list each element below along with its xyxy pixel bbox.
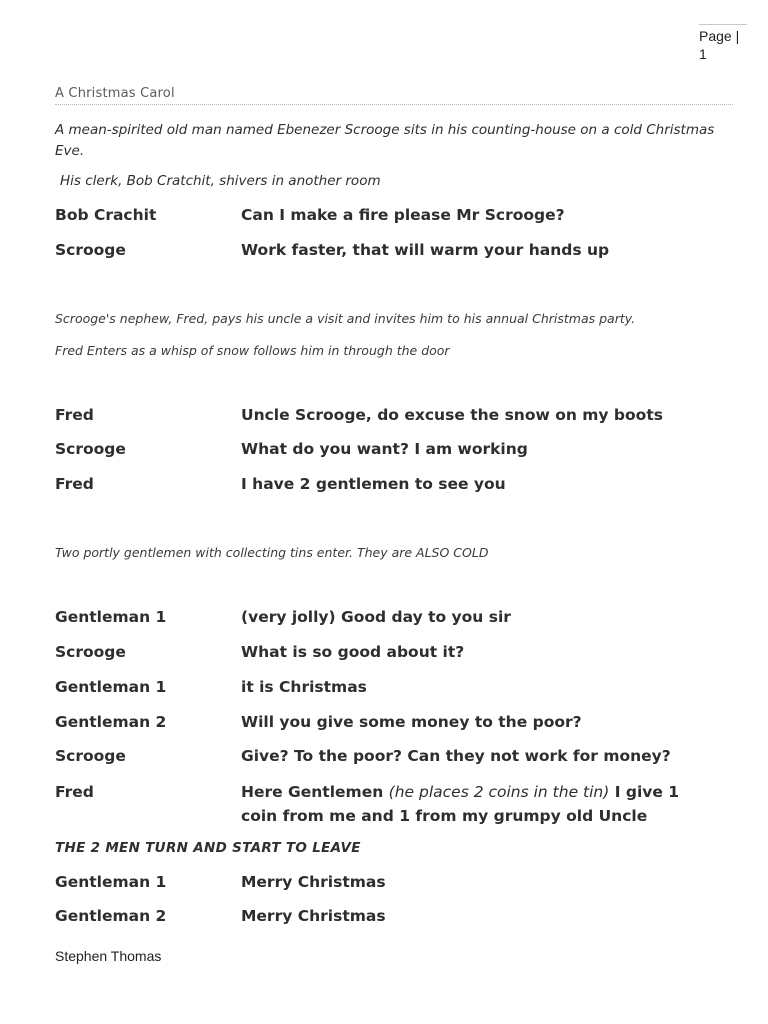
dialogue-line-part: I give 1 coin from me and 1 from my grumpy old Uncle <box>241 783 680 825</box>
dialogue-line-part: Here Gentlemen <box>241 783 384 801</box>
document-title: A Christmas Carol <box>55 86 175 101</box>
page-number-block <box>699 27 751 63</box>
stage-direction-1: A mean-spirited old man named Ebenezer Scrooge sits in his counting-house on a cold Christmas Eve. <box>55 122 715 159</box>
dialogue-aside: (he places 2 coins in the tin) <box>388 783 610 801</box>
speaker-name: Scrooge <box>55 241 126 259</box>
speaker-name: Gentleman 1 <box>55 608 167 626</box>
speaker-name: Gentleman 2 <box>55 713 167 731</box>
title-divider <box>55 104 733 105</box>
stage-direction-4: Fred Enters as a whisp of snow follows him in through the door <box>55 343 450 358</box>
dialogue-line: (very jolly) Good day to you sir <box>241 608 511 626</box>
dialogue-line: What is so good about it? <box>241 643 465 661</box>
stage-direction-6: THE 2 MEN TURN AND START TO LEAVE <box>55 840 361 856</box>
dialogue-line: Merry Christmas <box>241 873 386 891</box>
speaker-name: Scrooge <box>55 643 126 661</box>
footer-author: Stephen Thomas <box>55 948 162 964</box>
dialogue-line: Merry Christmas <box>241 907 386 925</box>
speaker-name: Gentleman 1 <box>55 678 167 696</box>
speaker-name: Scrooge <box>55 747 126 765</box>
stage-direction-2: His clerk, Bob Cratchit, shivers in another room <box>60 173 381 189</box>
speaker-name: Fred <box>55 475 94 493</box>
speaker-name: Fred <box>55 783 94 801</box>
dialogue-line: Work faster, that will warm your hands up <box>241 241 610 259</box>
dialogue-line: Uncle Scrooge, do excuse the snow on my boots <box>241 406 663 424</box>
dialogue-line: it is Christmas <box>241 678 367 696</box>
stage-direction-5: Two portly gentlemen with collecting tins enter. They are ALSO COLD <box>55 545 489 560</box>
dialogue-line: I have 2 gentlemen to see you <box>241 475 506 493</box>
stage-direction-3: Scrooge's nephew, Fred, pays his uncle a visit and invites him to his annual Christmas party. <box>55 311 636 326</box>
speaker-name: Fred <box>55 406 94 424</box>
dialogue-line: Will you give some money to the poor? <box>241 713 582 731</box>
dialogue-line: Can I make a fire please Mr Scrooge? <box>241 206 565 224</box>
header-rule <box>699 24 747 25</box>
dialogue-line <box>241 780 711 828</box>
speaker-name: Gentleman 2 <box>55 907 167 925</box>
page-label: Page | <box>699 28 740 44</box>
page-number: 1 <box>699 46 707 62</box>
speaker-name: Gentleman 1 <box>55 873 167 891</box>
dialogue-line: Give? To the poor? Can they not work for money? <box>241 747 671 765</box>
dialogue-line: What do you want? I am working <box>241 440 528 458</box>
speaker-name: Scrooge <box>55 440 126 458</box>
speaker-name: Bob Crachit <box>55 206 157 224</box>
